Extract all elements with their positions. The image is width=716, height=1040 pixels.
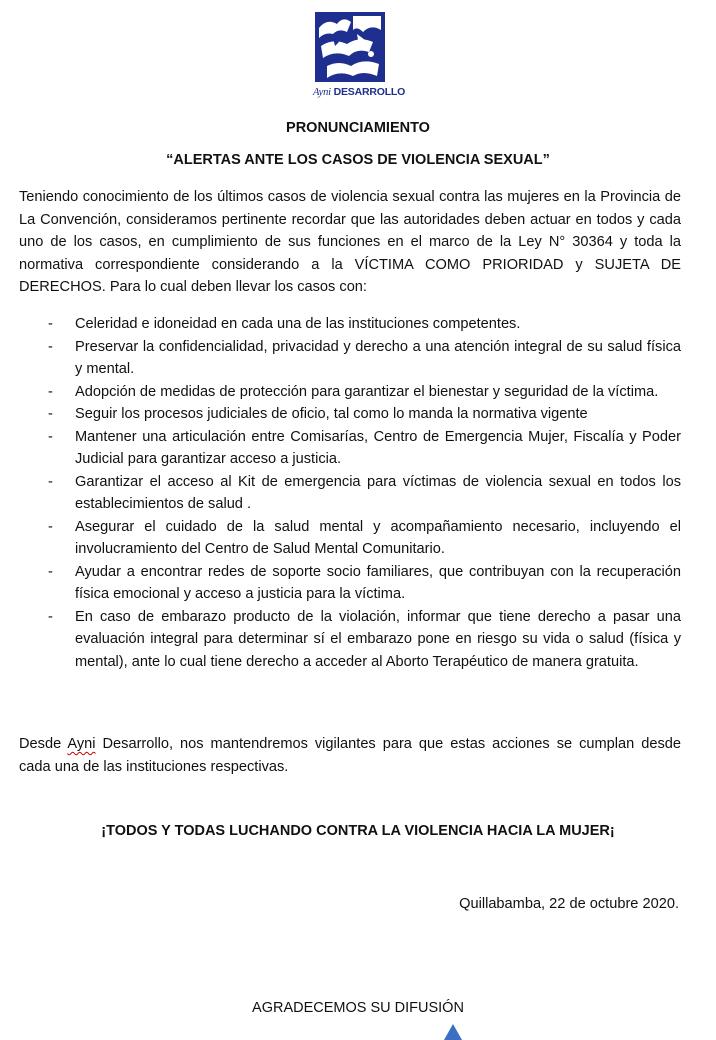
triangle-icon	[444, 1024, 462, 1040]
logo-desarrollo-text: DESARROLLO	[333, 86, 406, 98]
bullet-dash: -	[48, 428, 53, 445]
document-title: PRONUNCIAMIENTO	[286, 120, 430, 136]
bullet-dash: -	[48, 563, 53, 580]
logo-caption	[313, 86, 406, 98]
list-item	[19, 313, 681, 336]
list-item	[19, 403, 681, 426]
list-item	[19, 561, 681, 606]
closing-start: Desde	[19, 736, 68, 752]
list-item-text: Mantener una articulación entre Comisarías, Centro de Emergencia Mujer, Fiscalía y Poder Judicial para garantizar acceso a justicia.	[75, 428, 681, 467]
list-item	[19, 606, 681, 674]
bullet-dash: -	[48, 518, 53, 535]
ayni-desarrollo-logo	[313, 10, 406, 102]
logo-ayni-text: Ayni	[313, 87, 331, 98]
intro-paragraph: Teniendo conocimiento de los últimos casos de violencia sexual contra las mujeres en la Provincia de La Convención, consideramos pertinente recordar que las autoridades deben actuar en todos y cada uno de los casos, en cumplimiento de sus funciones en el marco de la Ley N° 30364 y toda la normativa correspondiente considerando a la VÍCTIMA COMO PRIORIDAD y SUJETA DE DERECHOS. Para lo cual deben llevar los casos con:	[19, 189, 681, 295]
closing-paragraph	[19, 733, 681, 778]
bullet-dash: -	[48, 406, 53, 422]
bullet-dash: -	[48, 338, 53, 355]
bullet-dash: -	[48, 383, 53, 400]
list-item-text: Adopción de medidas de protección para garantizar el bienestar y seguridad de la víctima.	[75, 383, 659, 400]
logo-artwork-icon	[313, 10, 387, 84]
list-item-text: Garantizar el acceso al Kit de emergencia para víctimas de violencia sexual en todos los establecimientos de salud .	[75, 473, 681, 512]
list-item-text: Asegurar el cuidado de la salud mental y acompañamiento necesario, incluyendo el involucramiento del Centro de Salud Mental Comunitario.	[75, 518, 681, 557]
list-item-text: En caso de embarazo producto de la violación, informar que tiene derecho a pasar una evaluación integral para determinar sí el embarazo pone en riesgo su vida o salud (física y mental), ante lo cual tiene derecho a acceder al Aborto Terapéutico de manera gratuita.	[75, 608, 681, 670]
list-item-text: Seguir los procesos judiciales de oficio, tal como lo manda la normativa vigente	[75, 406, 588, 422]
list-item	[19, 471, 681, 516]
bullet-dash: -	[48, 473, 53, 490]
list-item	[19, 426, 681, 471]
list-item-text: Ayudar a encontrar redes de soporte socio familiares, que contribuyan con la recuperación física emocional y acceso a justicia para la víctima.	[75, 563, 681, 602]
footer-note: AGRADECEMOS SU DIFUSIÓN	[252, 1000, 464, 1016]
demands-list	[19, 313, 681, 673]
list-item	[19, 381, 681, 404]
list-item-text: Celeridad e idoneidad en cada una de las instituciones competentes.	[75, 316, 521, 332]
bullet-dash: -	[48, 316, 53, 332]
list-item	[19, 516, 681, 561]
date-line: Quillabamba, 22 de octubre 2020.	[459, 896, 679, 912]
closing-ayni-word: Ayni	[67, 736, 96, 752]
list-item	[19, 336, 681, 381]
closing-rest: Desarrollo, nos mantendremos vigilantes para que estas acciones se cumplan desde cada una de las instituciones respectivas.	[19, 736, 682, 775]
list-item-text: Preservar la confidencialidad, privacidad y derecho a una atención integral de su salud física y mental.	[75, 338, 681, 377]
motto: ¡TODOS Y TODAS LUCHANDO CONTRA LA VIOLENCIA HACIA LA MUJER¡	[101, 823, 615, 839]
bullet-dash: -	[48, 608, 53, 625]
document-subtitle: “ALERTAS ANTE LOS CASOS DE VIOLENCIA SEXUAL”	[166, 152, 550, 168]
